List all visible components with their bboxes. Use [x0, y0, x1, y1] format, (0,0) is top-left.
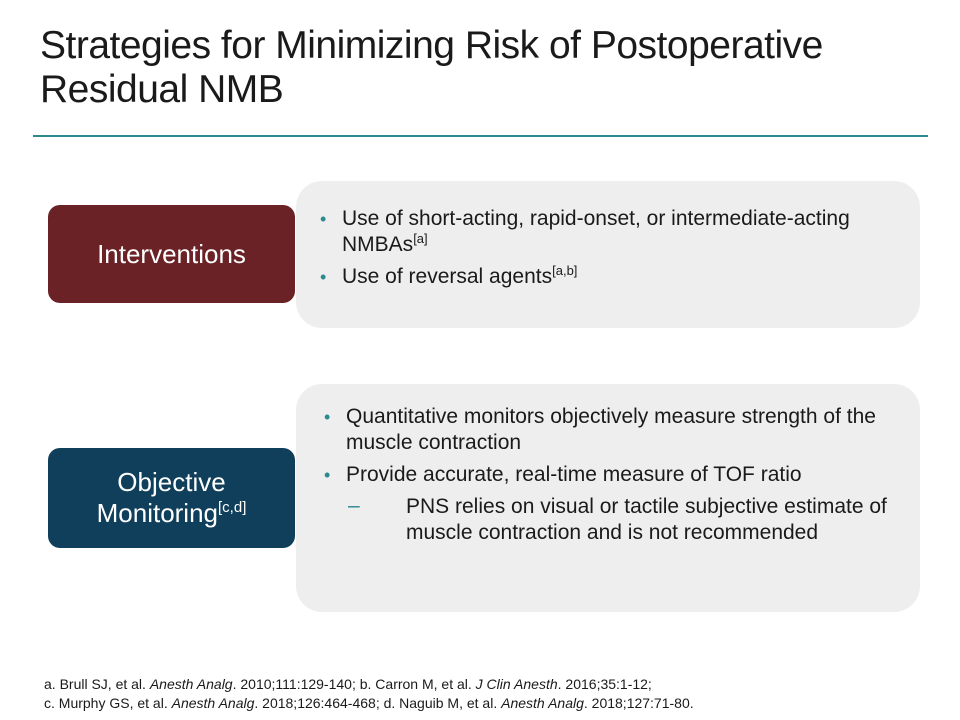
bullet-text: Quantitative monitors objectively measure strength of the muscle contraction [346, 405, 876, 454]
title-divider [33, 135, 928, 137]
bullet-text: Provide accurate, real-time measure of TOF ratio [346, 463, 802, 486]
monitoring-label-line-2: Monitoring [96, 498, 219, 528]
journal-name: Anesth Analg [171, 695, 255, 711]
interventions-label-box [48, 205, 295, 303]
monitoring-label-box [48, 448, 295, 548]
slide-title-line-1: Strategies for Minimizing Risk of Postoperative [40, 24, 823, 67]
citation-marker: [a,b] [552, 263, 578, 278]
sub-bullet-text: PNS relies on visual or tactile subjective estimate of muscle contraction and is not recommended [406, 495, 887, 544]
interventions-bullet-list [316, 206, 896, 296]
journal-name: J Clin Anesth [475, 676, 558, 692]
list-item [320, 404, 900, 456]
citation-marker: [a] [413, 231, 428, 246]
journal-name: Anesth Analg [501, 695, 584, 711]
reference-text: . 2010;111:129-140; b. Carron M, et al. [232, 676, 476, 692]
bullet-icon: • [324, 407, 331, 427]
reference-text: . 2016;35:1-12; [557, 676, 652, 692]
list-item [316, 206, 896, 258]
bullet-icon: • [324, 465, 331, 485]
references [44, 675, 944, 713]
monitoring-label-line-1: Objective [117, 467, 226, 497]
slide-title [40, 24, 930, 112]
reference-text: . 2018;127:71-80. [583, 695, 694, 711]
interventions-label: Interventions [97, 238, 246, 269]
reference-line-1 [44, 675, 944, 694]
reference-text: . 2018;126:464-468; d. Naguib M, et al. [254, 695, 502, 711]
dash-icon: – [348, 494, 360, 517]
reference-text: a. Brull SJ, et al. [44, 676, 150, 692]
bullet-text: Use of short-acting, rapid-onset, or intermediate-acting NMBAs [342, 207, 850, 256]
monitoring-bullet-list [320, 404, 900, 546]
list-item [316, 264, 896, 290]
bullet-text: Use of reversal agents [342, 265, 553, 288]
bullet-icon: • [320, 209, 327, 229]
list-item [320, 462, 900, 488]
reference-text: c. Murphy GS, et al. [44, 695, 172, 711]
bullet-icon: • [320, 267, 327, 287]
reference-line-2 [44, 694, 944, 713]
monitoring-label [97, 467, 247, 529]
slide-title-line-2: Residual NMB [40, 68, 284, 111]
journal-name: Anesth Analg [149, 676, 233, 692]
citation-marker: [c,d] [218, 499, 247, 516]
sub-list-item [320, 494, 900, 546]
